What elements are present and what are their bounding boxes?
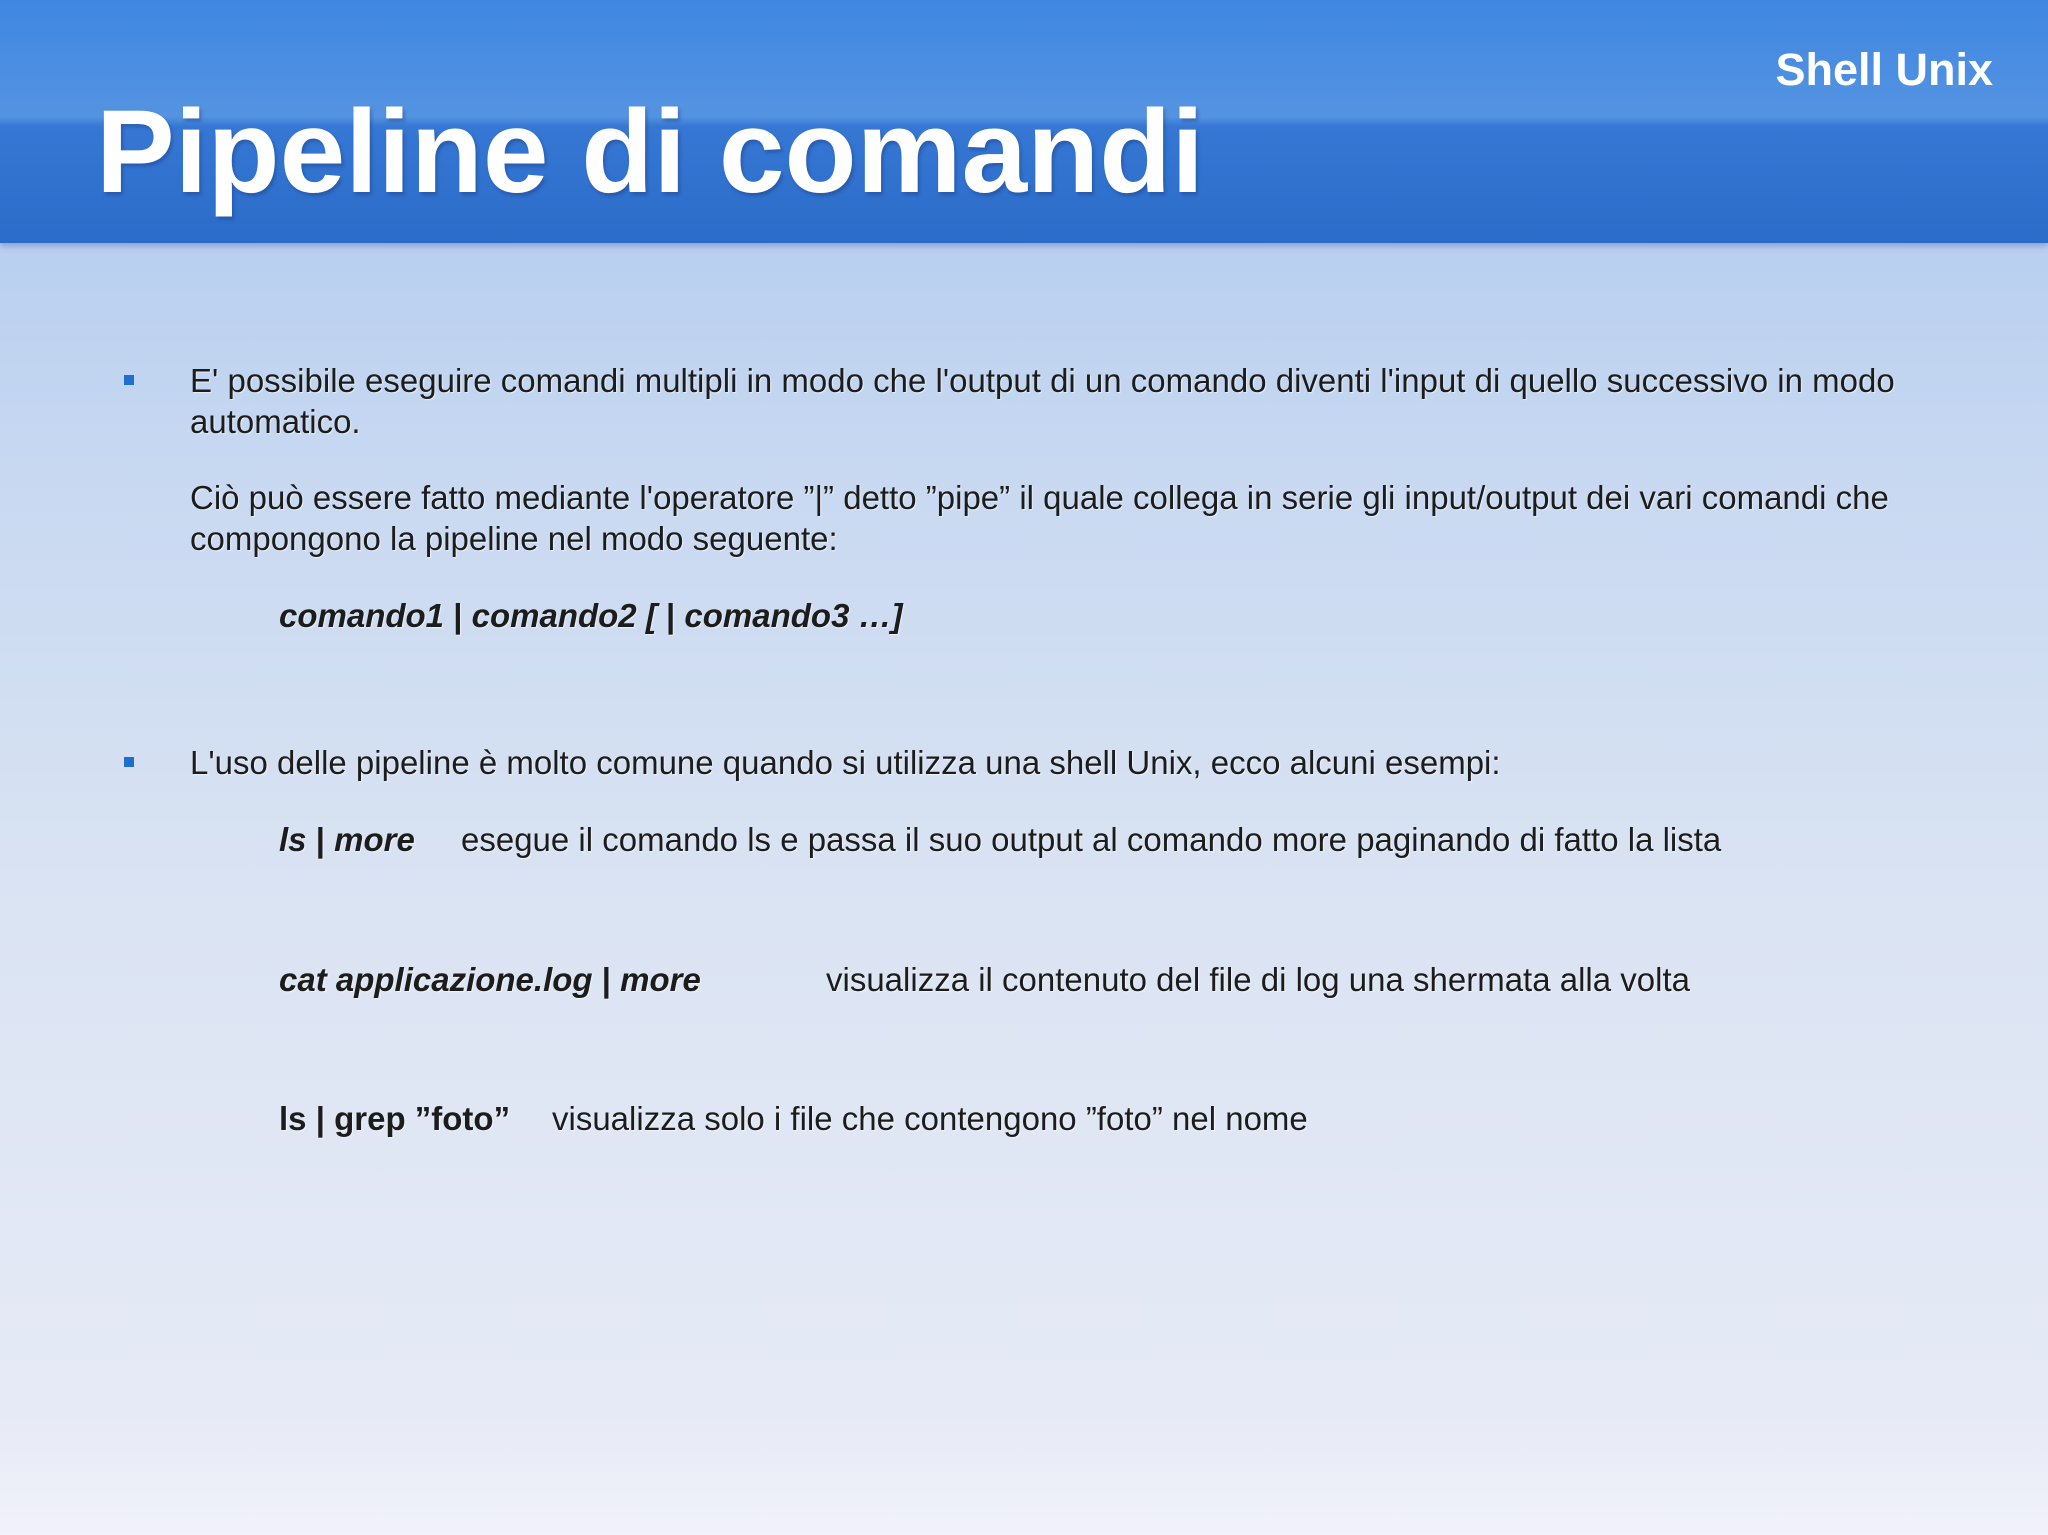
example-3-cmd: ls | grep ”foto” (279, 1100, 511, 1137)
syntax-command-1: comando1 (279, 597, 445, 634)
bullet-2-text: L'uso delle pipeline è molto comune quando si utilizza una shell Unix, ecco alcuni esempi: (190, 744, 1501, 781)
pipeline-syntax (279, 595, 903, 636)
bullet-marker-1 (124, 375, 134, 385)
syntax-command-2: comando2 [ (471, 597, 657, 634)
page-title: Pipeline di comandi (96, 86, 1205, 218)
example-2-description: visualizza il contenuto del file di log una shermata alla volta (826, 961, 1690, 998)
example-1-command (279, 819, 415, 860)
example-2-cmd-a: cat applicazione.log (279, 961, 593, 998)
example-1-cmd-b: more (334, 821, 415, 858)
bullet-1-text: E' possibile eseguire comandi multipli in modo che l'output di un comando diventi l'input di quello successivo in modo automatico. (190, 362, 1895, 440)
bullet-marker-2 (124, 757, 134, 767)
example-1-description: esegue il comando ls e passa il suo output al comando more paginando di fatto la lista (461, 821, 1722, 858)
example-1-cmd-a: ls (279, 821, 307, 858)
section-label: Shell Unix (1775, 44, 1993, 95)
slide-header (0, 0, 2048, 243)
example-3-command (279, 1098, 510, 1139)
syntax-pipe-1: | (444, 597, 472, 634)
bullet-1-text-2: Ciò può essere fatto mediante l'operatore ”|” detto ”pipe” il quale collega in serie gli input/output dei vari comandi che compongono la pipeline nel modo seguente: (190, 479, 1889, 557)
syntax-command-3: comando3 …] (684, 597, 903, 634)
example-2-command (279, 959, 701, 1000)
example-3-description: visualizza solo i file che contengono ”foto” nel nome (552, 1100, 1308, 1137)
example-2-pipe: | (592, 961, 621, 998)
syntax-pipe-2: | (656, 597, 685, 634)
example-2-cmd-b: more (620, 961, 701, 998)
example-1-pipe: | (306, 821, 335, 858)
